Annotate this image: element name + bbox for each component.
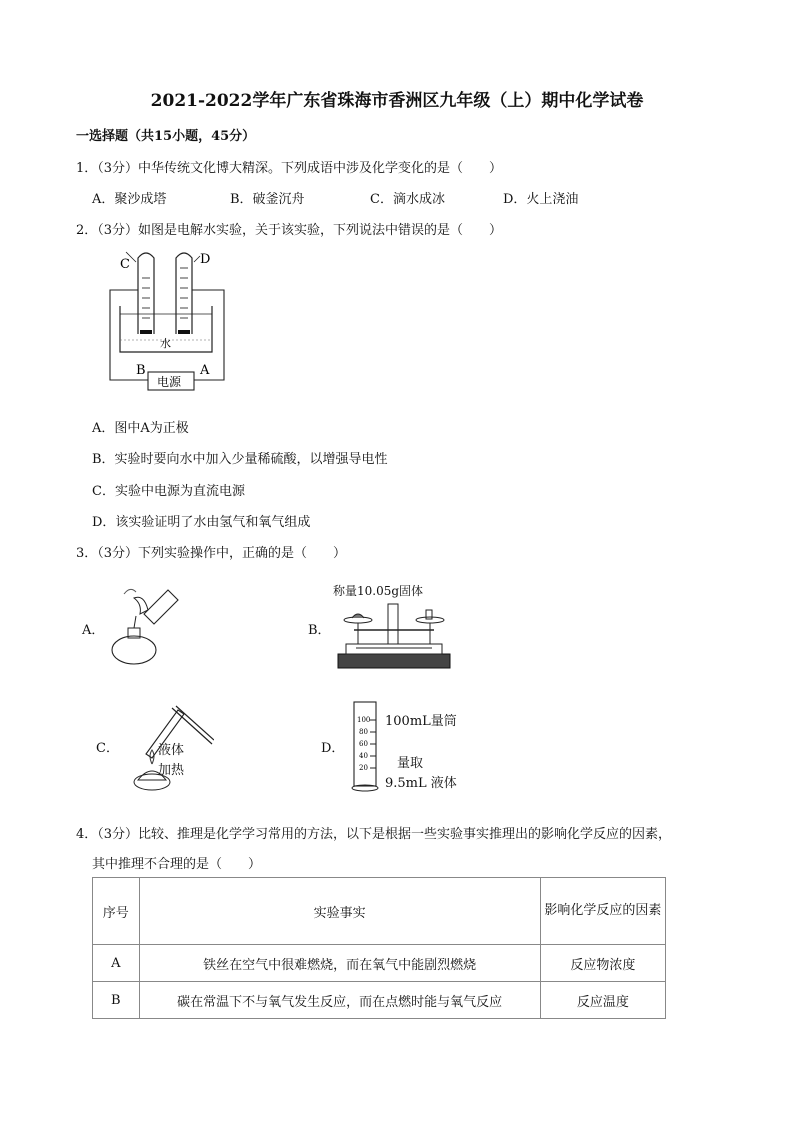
question-3-stem: 3．（3分）下列实验操作中，正确的是（ ） <box>76 546 347 561</box>
cylinder-tick-40: 40 <box>359 752 368 760</box>
table-cell-index: A <box>93 945 140 982</box>
label-c: C <box>120 257 130 272</box>
question-3-option-a-label: A． <box>82 623 105 638</box>
question-1-option-d: D．火上浇油 <box>503 192 579 207</box>
table-header-factor: 影响化学反应的因素 <box>540 878 665 945</box>
table-cell-factor: 反应温度 <box>540 982 665 1019</box>
question-3-option-d-label: D． <box>321 741 345 756</box>
question-4-stem-line2: 其中推理不合理的是（ ） <box>92 857 262 872</box>
table-header-fact: 实验事实 <box>139 878 540 945</box>
cylinder-tick-100: 100 <box>357 716 371 724</box>
question-2-option-b: B．实验时要向水中加入少量稀硫酸，以增强导电性 <box>92 452 388 467</box>
balance-scale-figure <box>330 598 460 674</box>
table-cell-index: B <box>93 982 140 1019</box>
question-2-option-c: C．实验中电源为直流电源 <box>92 484 245 499</box>
table-row <box>93 945 666 982</box>
alcohol-lamp-lighting-figure <box>104 584 184 670</box>
question-4-table <box>92 877 666 1019</box>
question-3-option-c-label: C． <box>96 741 119 756</box>
page-title: 2021-2022学年广东省珠海市香洲区九年级（上）期中化学试卷 <box>150 91 644 111</box>
heat-caption-heat: 加热 <box>158 763 185 778</box>
question-1-option-a: A．聚沙成塔 <box>92 192 167 207</box>
question-4-stem-line1: 4．（3分）比较、推理是化学学习常用的方法，以下是根据一些实验事实推理出的影响化学反应的因素， <box>76 827 672 842</box>
electrolysis-apparatus-figure <box>100 244 240 396</box>
table-header-row <box>93 878 666 945</box>
table-row <box>93 982 666 1019</box>
question-2-option-d: D．该实验证明了水由氢气和氧气组成 <box>92 515 311 530</box>
question-2-option-a: A．图中A为正极 <box>92 421 189 436</box>
power-source-label: 电源 <box>157 375 182 389</box>
cylinder-caption-volume: 100mL量筒 <box>385 714 457 729</box>
question-3-option-b-label: B． <box>308 623 331 638</box>
graduated-cylinder-figure <box>350 698 382 794</box>
label-d: D <box>200 252 211 267</box>
heat-caption-liquid: 液体 <box>158 743 185 758</box>
cylinder-tick-20: 20 <box>359 764 368 772</box>
question-2-stem: 2．（3分）如图是电解水实验，关于该实验，下列说法中错误的是（ ） <box>76 223 503 238</box>
label-a: A <box>200 363 210 378</box>
cylinder-tick-80: 80 <box>359 728 368 736</box>
table-header-index: 序号 <box>93 878 140 945</box>
balance-caption: 称量10.05g固体 <box>333 584 424 598</box>
cylinder-caption-amount: 9.5mL 液体 <box>385 776 457 791</box>
cylinder-tick-60: 60 <box>359 740 368 748</box>
label-b: B <box>136 363 146 378</box>
cylinder-caption-measure: 量取 <box>397 756 424 771</box>
table-cell-fact: 碳在常温下不与氧气发生反应，而在点燃时能与氧气反应 <box>139 982 540 1019</box>
table-cell-factor: 反应物浓度 <box>540 945 665 982</box>
question-1-stem: 1．（3分）中华传统文化博大精深。下列成语中涉及化学变化的是（ ） <box>76 161 503 176</box>
table-cell-fact: 铁丝在空气中很难燃烧，而在氧气中能剧烈燃烧 <box>139 945 540 982</box>
question-1-option-b: B．破釜沉舟 <box>230 192 305 207</box>
question-1-option-c: C．滴水成冰 <box>370 192 445 207</box>
section-heading: 一选择题（共15小题，45分） <box>76 129 256 144</box>
water-label: 水 <box>160 337 171 350</box>
